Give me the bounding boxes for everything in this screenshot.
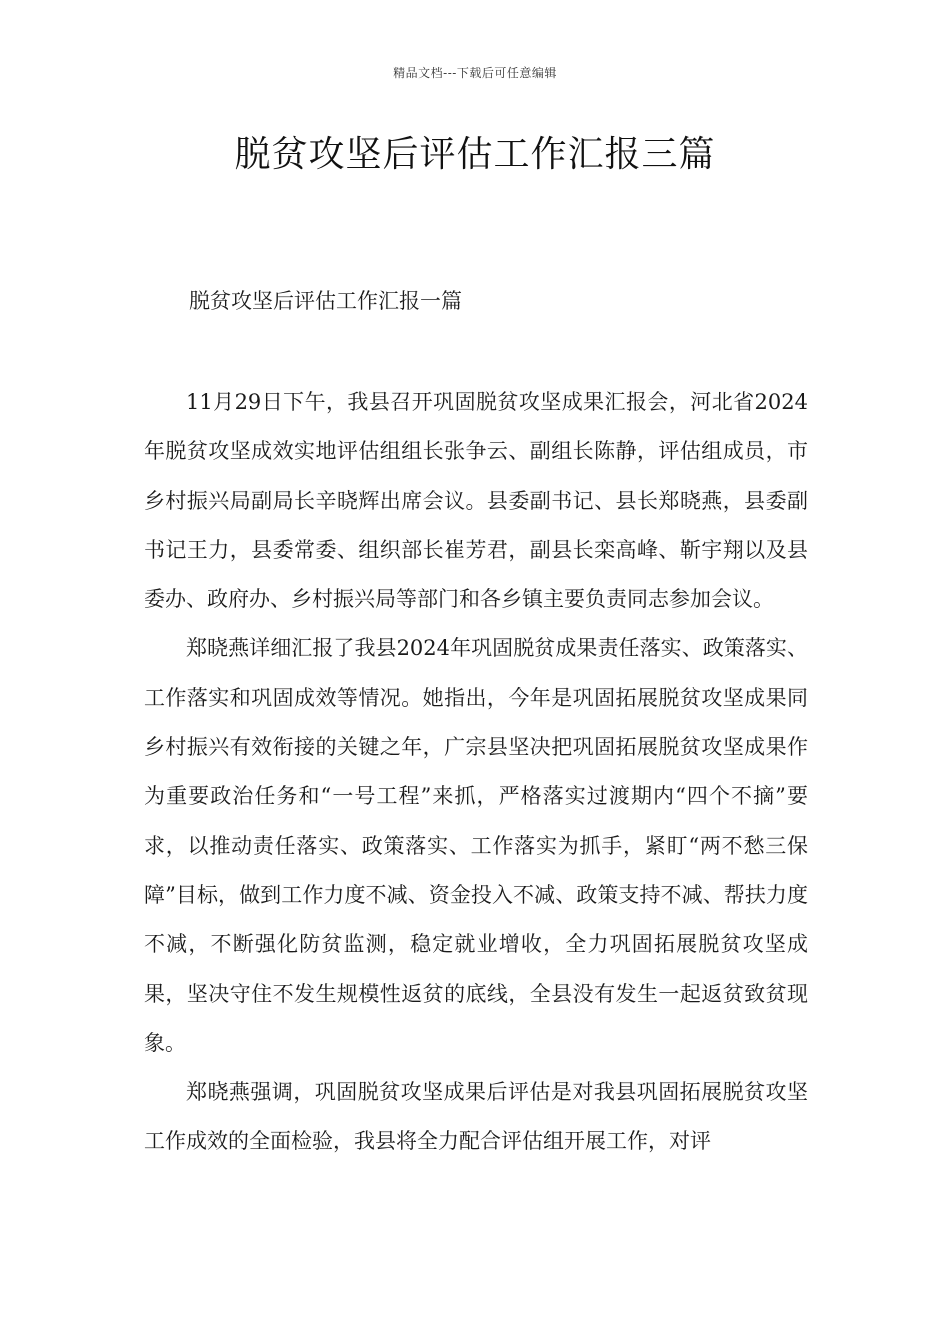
body-text	[144, 378, 808, 1167]
section-title: 脱贫攻坚后评估工作汇报一篇	[189, 289, 462, 313]
paragraph: 郑晓燕强调，巩固脱贫攻坚成果后评估是对我县巩固拓展脱贫攻坚工作成效的全面检验，我县将全力配合评估组开展工作，对评	[144, 1080, 808, 1154]
paragraph: 11月29日下午，我县召开巩固脱贫攻坚成果汇报会，河北省2024年脱贫攻坚成效实地评估组组长张争云、副组长陈静，评估组成员，市乡村振兴局副局长辛晓辉出席会议。县委副书记、县长郑晓燕，县委副书记王力，县委常委、组织部长崔芳君，副县长栾高峰、靳宇翔以及县委办、政府办、乡村振兴局等部门和各乡镇主要负责同志参加会议。	[144, 390, 808, 612]
document-title: 脱贫攻坚后评估工作汇报三篇	[234, 134, 716, 175]
header-note: 精品文档---下载后可任意编辑	[393, 66, 557, 80]
paragraph: 郑晓燕详细汇报了我县2024年巩固脱贫成果责任落实、政策落实、工作落实和巩固成效等情况。她指出，今年是巩固拓展脱贫攻坚成果同乡村振兴有效衔接的关键之年，广宗县坚决把巩固拓展脱贫攻坚成果作为重要政治任务和“一号工程”来抓，严格落实过渡期内“四个不摘”要求，以推动责任落实、政策落实、工作落实为抓手，紧盯“两不愁三保障”目标，做到工作力度不减、资金投入不减、政策支持不减、帮扶力度不减，不断强化防贫监测，稳定就业增收，全力巩固拓展脱贫攻坚成果，坚决守住不发生规模性返贫的底线，全县没有发生一起返贫致贫现象。	[144, 636, 808, 1055]
